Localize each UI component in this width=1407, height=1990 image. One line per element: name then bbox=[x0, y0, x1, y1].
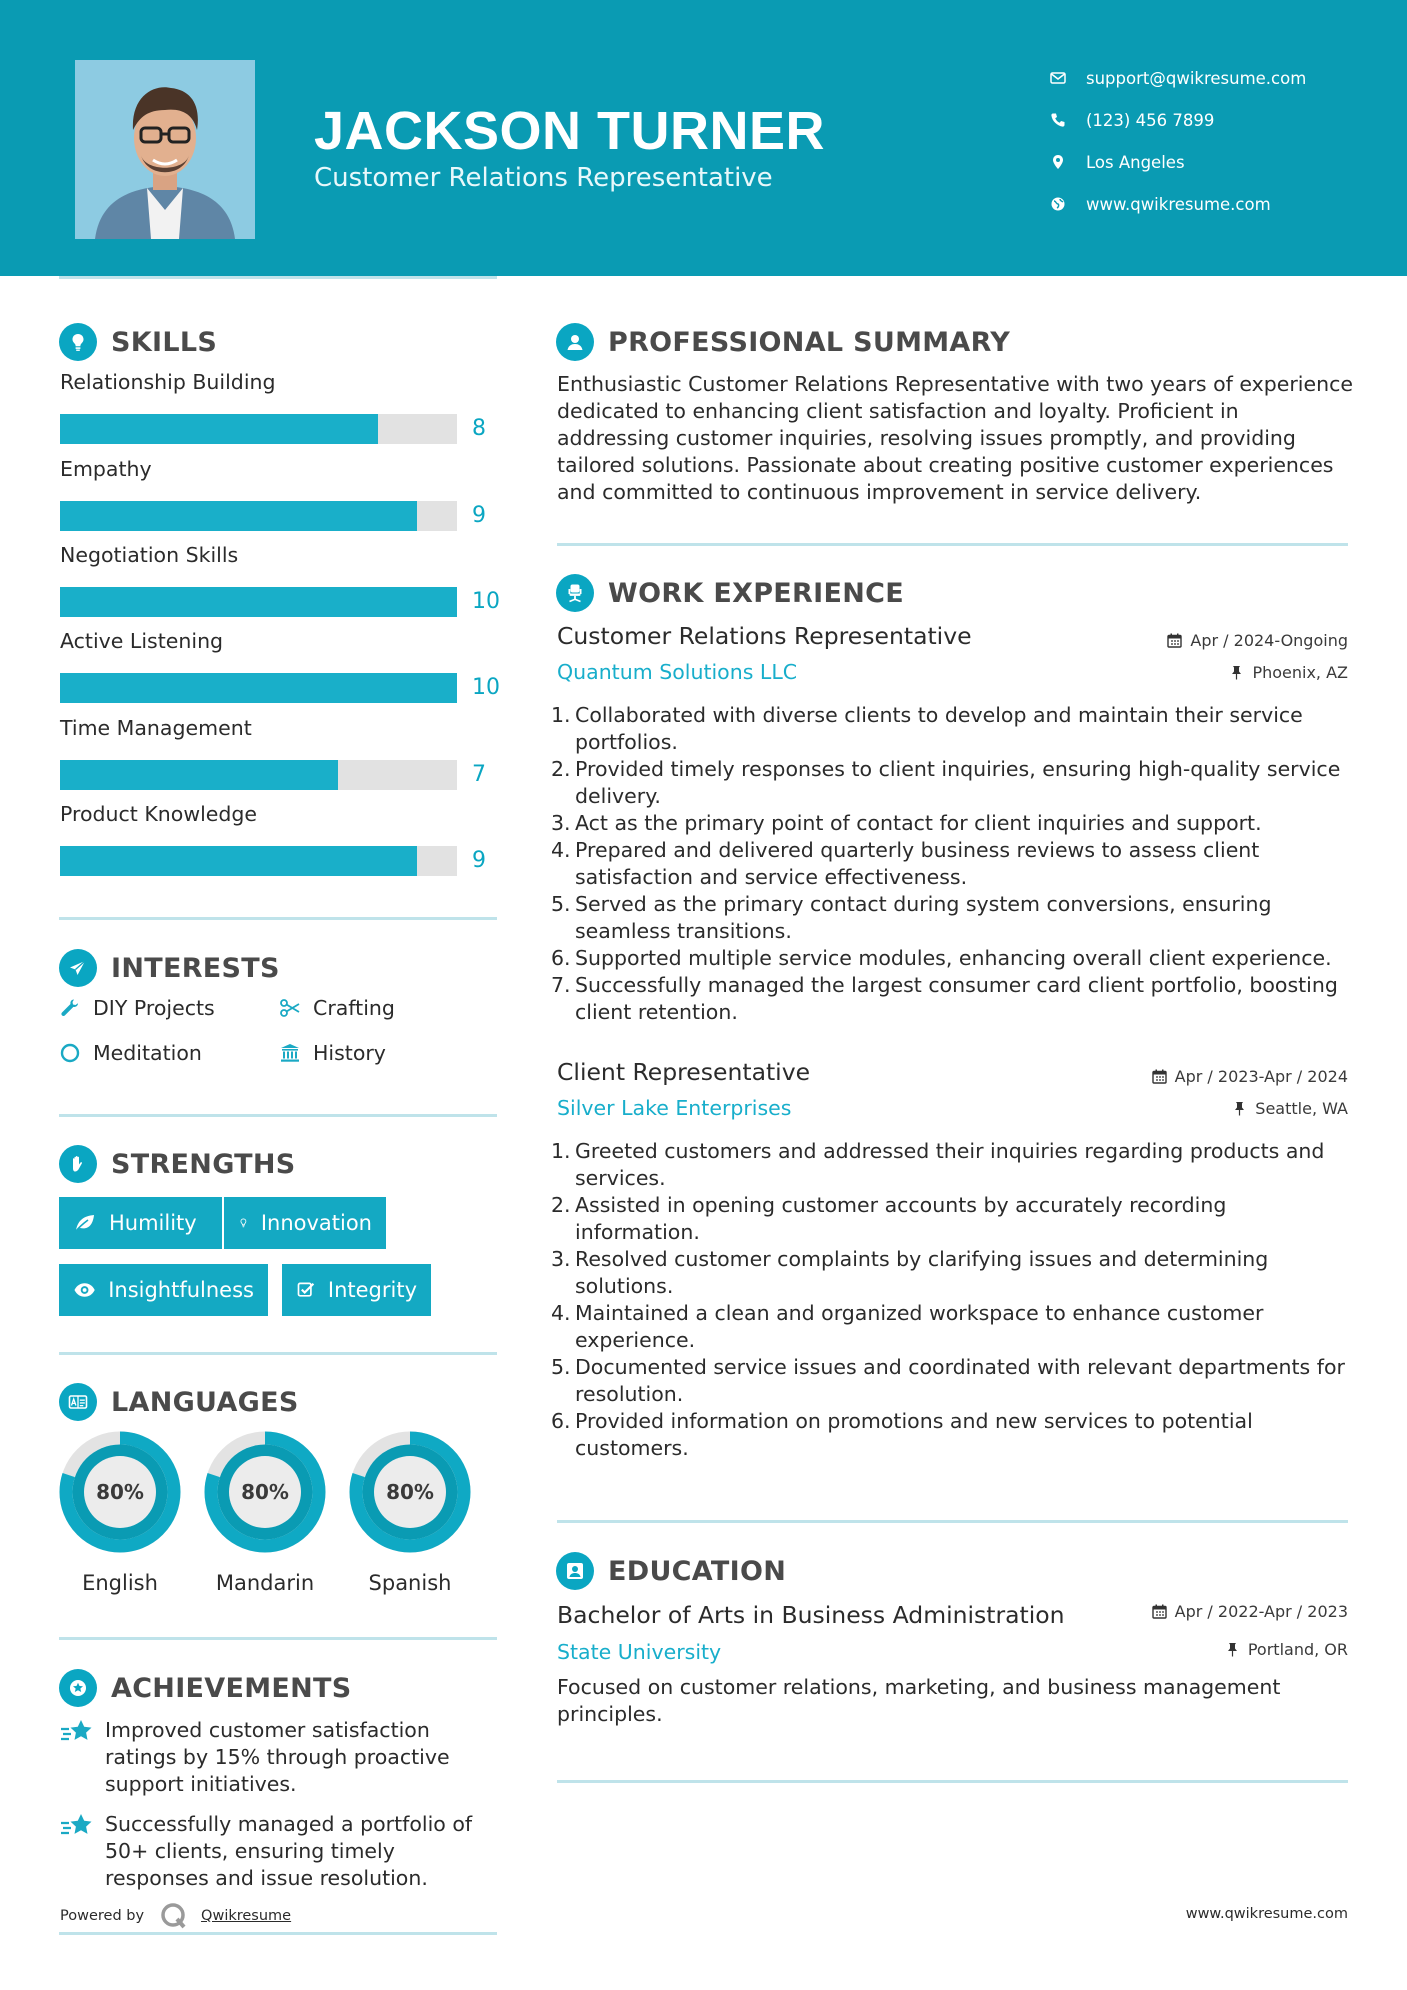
user-icon bbox=[556, 323, 594, 361]
language-label: English bbox=[82, 1571, 158, 1595]
skill-label: Active Listening bbox=[60, 629, 224, 653]
experience-heading bbox=[556, 574, 904, 612]
globe-icon bbox=[1050, 196, 1086, 212]
contact-email-text: support@qwikresume.com bbox=[1086, 68, 1307, 88]
skill-bar-fill bbox=[60, 673, 457, 703]
language-label: Mandarin bbox=[215, 1571, 315, 1595]
education-dates bbox=[1152, 1602, 1348, 1621]
strength-label: Innovation bbox=[260, 1211, 372, 1235]
skill-bar-track bbox=[60, 414, 457, 444]
job-location-text: Seattle, WA bbox=[1255, 1099, 1348, 1118]
company-name: Silver Lake Enterprises bbox=[557, 1096, 792, 1120]
profile-photo bbox=[75, 60, 255, 239]
job-location-text: Phoenix, AZ bbox=[1252, 663, 1348, 682]
section-title: PROFESSIONAL SUMMARY bbox=[608, 326, 1011, 358]
job-bullets bbox=[551, 1138, 1357, 1462]
award-icon bbox=[59, 1669, 97, 1707]
skill-label: Empathy bbox=[60, 457, 152, 481]
contact-list bbox=[1050, 57, 1306, 225]
achievement-item bbox=[60, 1811, 500, 1892]
company-name: Quantum Solutions LLC bbox=[557, 660, 798, 684]
scissors-icon bbox=[279, 997, 301, 1019]
interest-label: Crafting bbox=[313, 996, 395, 1020]
candidate-title: Customer Relations Representative bbox=[314, 163, 773, 193]
skill-value: 9 bbox=[472, 848, 486, 873]
skill-label: Negotiation Skills bbox=[60, 543, 239, 567]
job-dates bbox=[1152, 1067, 1348, 1086]
resume-header bbox=[0, 0, 1407, 276]
wrench-icon bbox=[59, 997, 81, 1019]
calendar-icon bbox=[1152, 1604, 1167, 1619]
achievement-item bbox=[60, 1717, 500, 1798]
interest-label: History bbox=[313, 1041, 386, 1065]
language-percent: 80% bbox=[386, 1480, 434, 1504]
office-chair-icon bbox=[556, 574, 594, 612]
skill-value: 10 bbox=[472, 675, 500, 700]
brand-link[interactable]: Qwikresume bbox=[201, 1908, 292, 1924]
divider bbox=[557, 543, 1348, 546]
contact-email[interactable] bbox=[1050, 57, 1306, 99]
checkbox-icon bbox=[296, 1278, 316, 1302]
job-dates-text: Apr / 2023-Apr / 2024 bbox=[1174, 1067, 1348, 1086]
divider bbox=[59, 1932, 497, 1935]
powered-by-label: Powered by bbox=[60, 1908, 145, 1924]
leaf-icon bbox=[73, 1211, 97, 1235]
education-location bbox=[1225, 1640, 1348, 1659]
skill-bar-fill bbox=[60, 760, 338, 790]
section-title: EDUCATION bbox=[608, 1555, 787, 1587]
calendar-icon bbox=[1167, 633, 1182, 648]
summary-heading bbox=[556, 323, 1010, 361]
strength-label: Humility bbox=[109, 1211, 197, 1235]
skill-value: 7 bbox=[472, 762, 486, 787]
skill-label: Time Management bbox=[60, 716, 252, 740]
education-dates-text: Apr / 2022-Apr / 2023 bbox=[1174, 1602, 1348, 1621]
language-gauge bbox=[204, 1431, 326, 1553]
strength-chip bbox=[59, 1264, 268, 1316]
map-marker-icon bbox=[1050, 154, 1086, 170]
job-location bbox=[1232, 1099, 1348, 1118]
list-item: 6. Provided information on promotions and new services to potential customers. bbox=[551, 1409, 1253, 1460]
skill-item bbox=[60, 543, 520, 614]
interest-label: DIY Projects bbox=[93, 996, 215, 1020]
job-location bbox=[1229, 663, 1348, 682]
languages-heading bbox=[59, 1383, 299, 1421]
job-dates bbox=[1167, 631, 1348, 650]
calendar-icon bbox=[1152, 1069, 1167, 1084]
strengths-heading bbox=[59, 1145, 296, 1183]
lightbulb-icon bbox=[238, 1211, 249, 1235]
shooting-star-icon bbox=[60, 1717, 94, 1747]
skill-item bbox=[60, 457, 520, 528]
skill-item bbox=[60, 802, 520, 873]
powered-by bbox=[60, 1901, 291, 1931]
list-item: 2. Provided timely responses to client inquiries, ensuring high-quality service delivery. bbox=[551, 757, 1341, 808]
job-title: Customer Relations Representative bbox=[557, 622, 972, 650]
list-item: 4. Prepared and delivered quarterly business reviews to assess client satisfaction and service effectiveness. bbox=[551, 838, 1260, 889]
contact-website[interactable] bbox=[1050, 183, 1306, 225]
skill-bar-fill bbox=[60, 501, 417, 531]
section-title: ACHIEVEMENTS bbox=[111, 1672, 352, 1704]
section-title: WORK EXPERIENCE bbox=[608, 577, 904, 609]
education-description: Focused on customer relations, marketing, and business management principles. bbox=[557, 1675, 1281, 1726]
strength-label: Insightfulness bbox=[108, 1278, 254, 1302]
candidate-name: JACKSON TURNER bbox=[314, 101, 826, 161]
phone-icon bbox=[1050, 112, 1086, 128]
language-percent: 80% bbox=[96, 1480, 144, 1504]
skill-label: Relationship Building bbox=[60, 370, 276, 394]
strength-chip bbox=[224, 1197, 386, 1249]
section-title: STRENGTHS bbox=[111, 1148, 296, 1180]
job-bullets bbox=[551, 702, 1357, 1026]
education-location-text: Portland, OR bbox=[1247, 1640, 1348, 1659]
list-item: 6. Supported multiple service modules, enhancing overall client experience. bbox=[551, 946, 1332, 970]
skill-value: 8 bbox=[472, 416, 486, 441]
section-title: LANGUAGES bbox=[111, 1386, 299, 1418]
list-item: 7. Successfully managed the largest consumer card client portfolio, boosting client retention. bbox=[551, 973, 1338, 1024]
qwikresume-logo-icon bbox=[159, 1901, 189, 1931]
lightbulb-icon bbox=[59, 323, 97, 361]
contact-location bbox=[1050, 141, 1306, 183]
museum-icon bbox=[279, 1042, 301, 1064]
divider bbox=[59, 1352, 497, 1355]
language-gauge bbox=[349, 1431, 471, 1553]
section-title: SKILLS bbox=[111, 326, 218, 358]
interest-item bbox=[59, 996, 215, 1020]
interest-item bbox=[279, 996, 395, 1020]
strength-chip bbox=[59, 1197, 222, 1249]
divider bbox=[59, 276, 497, 279]
interest-label: Meditation bbox=[93, 1041, 202, 1065]
contact-phone-text: (123) 456 7899 bbox=[1086, 110, 1215, 130]
job-title: Client Representative bbox=[557, 1058, 811, 1086]
language-percent: 80% bbox=[241, 1480, 289, 1504]
footer-website[interactable]: www.qwikresume.com bbox=[1185, 1906, 1348, 1922]
paper-plane-icon bbox=[59, 949, 97, 987]
skill-bar-fill bbox=[60, 846, 417, 876]
list-item: 1. Greeted customers and addressed their inquiries regarding products and services. bbox=[551, 1139, 1325, 1190]
divider bbox=[59, 1637, 497, 1640]
school-name: State University bbox=[557, 1640, 722, 1664]
eye-icon bbox=[73, 1278, 96, 1302]
skill-value: 9 bbox=[472, 503, 486, 528]
circle-icon bbox=[59, 1042, 81, 1064]
skill-bar-fill bbox=[60, 414, 378, 444]
skill-bar-track bbox=[60, 846, 457, 876]
skill-bar-track bbox=[60, 501, 457, 531]
interest-item bbox=[279, 1041, 386, 1065]
achievement-text: Improved customer satisfaction ratings by 15% through proactive support initiatives. bbox=[105, 1718, 450, 1796]
skills-heading bbox=[59, 323, 217, 361]
envelope-icon bbox=[1050, 70, 1086, 86]
language-item bbox=[59, 1431, 181, 1595]
degree-title: Bachelor of Arts in Business Administration bbox=[557, 1601, 1065, 1629]
list-item: 3. Resolved customer complaints by clarifying issues and determining solutions. bbox=[551, 1247, 1269, 1298]
list-item: 4. Maintained a clean and organized workspace to enhance customer experience. bbox=[551, 1301, 1264, 1352]
skill-item bbox=[60, 716, 520, 787]
contact-phone[interactable] bbox=[1050, 99, 1306, 141]
interests-heading bbox=[59, 949, 280, 987]
skill-bar-track bbox=[60, 587, 457, 617]
job-dates-text: Apr / 2024-Ongoing bbox=[1190, 631, 1348, 650]
divider bbox=[59, 917, 497, 920]
hand-icon bbox=[59, 1145, 97, 1183]
divider bbox=[557, 1520, 1348, 1523]
achievements-heading bbox=[59, 1669, 352, 1707]
interest-item bbox=[59, 1041, 202, 1065]
list-item: 5. Served as the primary contact during system conversions, ensuring seamless transitions. bbox=[551, 892, 1272, 943]
divider bbox=[557, 1780, 1348, 1783]
skill-label: Product Knowledge bbox=[60, 802, 258, 826]
graduate-icon bbox=[556, 1552, 594, 1590]
contact-website-text: www.qwikresume.com bbox=[1086, 194, 1271, 214]
section-title: INTERESTS bbox=[111, 952, 280, 984]
pushpin-icon bbox=[1232, 1101, 1247, 1116]
skill-value: 10 bbox=[472, 589, 500, 614]
language-label: Spanish bbox=[368, 1571, 452, 1595]
skill-bar-track bbox=[60, 673, 457, 703]
skill-item bbox=[60, 629, 520, 700]
list-item: 1. Collaborated with diverse clients to develop and maintain their service portfolios. bbox=[551, 703, 1303, 754]
education-heading bbox=[556, 1552, 786, 1590]
pushpin-icon bbox=[1229, 665, 1244, 680]
language-icon bbox=[59, 1383, 97, 1421]
strength-chip bbox=[282, 1264, 431, 1316]
pushpin-icon bbox=[1225, 1642, 1240, 1657]
language-item bbox=[204, 1431, 326, 1595]
skill-bar-track bbox=[60, 760, 457, 790]
achievement-text: Successfully managed a portfolio of 50+ clients, ensuring timely responses and issue resolution. bbox=[105, 1812, 473, 1890]
list-item: 5. Documented service issues and coordinated with relevant departments for resolution. bbox=[551, 1355, 1345, 1406]
divider bbox=[59, 1114, 497, 1117]
list-item: 2. Assisted in opening customer accounts by accurately recording information. bbox=[551, 1193, 1227, 1244]
skill-bar-fill bbox=[60, 587, 457, 617]
shooting-star-icon bbox=[60, 1811, 94, 1841]
language-gauge bbox=[59, 1431, 181, 1553]
contact-location-text: Los Angeles bbox=[1086, 152, 1185, 172]
skill-item bbox=[60, 370, 520, 441]
strength-label: Integrity bbox=[327, 1278, 417, 1302]
language-item bbox=[349, 1431, 471, 1595]
list-item: 3. Act as the primary point of contact for client inquiries and support. bbox=[551, 811, 1262, 835]
summary-text: Enthusiastic Customer Relations Representative with two years of experience dedicated to enhancing client satisfaction and loyalty. Proficient in addressing customer inquiries, resolving issues promptly, and providing tailored solutions. Passionate about creating positive customer experiences and committed to continuous improvement in service delivery. bbox=[557, 372, 1353, 504]
